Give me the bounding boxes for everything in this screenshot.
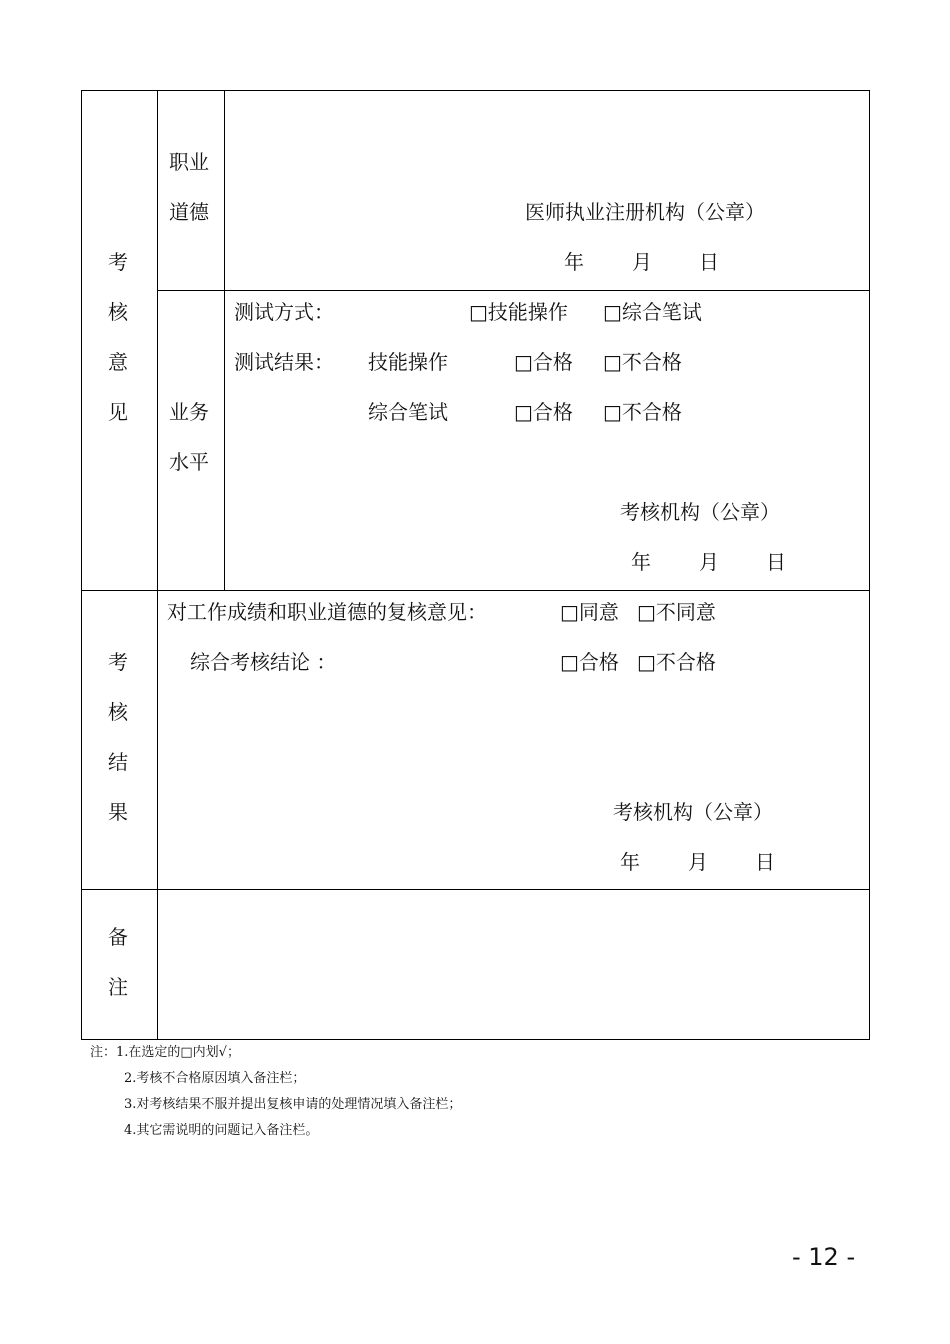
border-left <box>81 90 82 1040</box>
skill-date-year: 年 <box>631 550 651 574</box>
review-agree-checkbox[interactable]: □同意 <box>560 600 619 624</box>
result-date-day: 日 <box>755 850 775 874</box>
footnote-item: 3.对考核结果不服并提出复核申请的处理情况填入备注栏； <box>124 1097 462 1112</box>
ethics-date-month: 月 <box>632 250 652 274</box>
remarks-label-char: 注 <box>108 975 128 999</box>
border-opinion-result <box>81 590 870 591</box>
review-disagree-checkbox[interactable]: □不同意 <box>637 600 716 624</box>
result-row-name: 技能操作 <box>368 350 448 374</box>
skill-date-month: 月 <box>699 550 719 574</box>
result-label-char: 考 <box>108 650 128 674</box>
skill-org-seal: 考核机构（公章） <box>620 500 780 524</box>
opinion-label-char: 核 <box>108 300 128 324</box>
conclusion-label: 综合考核结论 ： <box>190 650 337 674</box>
remarks-field[interactable] <box>158 890 869 1039</box>
result-label-char: 核 <box>108 700 128 724</box>
border-bottom <box>81 1039 870 1040</box>
border-top <box>81 90 870 91</box>
method-option-written-checkbox[interactable]: □综合笔试 <box>603 300 702 324</box>
skill-date-day: 日 <box>766 550 786 574</box>
skill-label-line: 业务 <box>169 400 209 424</box>
opinion-label-char: 意 <box>108 350 128 374</box>
border-right <box>869 90 870 1040</box>
opinion-label-char: 见 <box>108 400 128 424</box>
remarks-label-char: 备 <box>108 925 128 949</box>
method-option-skill-checkbox[interactable]: □技能操作 <box>469 300 568 324</box>
ethics-date-day: 日 <box>699 250 719 274</box>
result-fail-checkbox[interactable]: □不合格 <box>603 400 682 424</box>
border-ethics-skill <box>224 290 870 291</box>
footnote-item: 注：1.在选定的□内划√； <box>90 1045 240 1060</box>
conclusion-pass-checkbox[interactable]: □合格 <box>560 650 619 674</box>
ethics-org-seal: 医师执业注册机构（公章） <box>525 200 765 224</box>
page-number: - 12 - <box>792 1243 856 1271</box>
result-date-month: 月 <box>688 850 708 874</box>
result-row-name: 综合笔试 <box>368 400 448 424</box>
result-pass-checkbox[interactable]: □合格 <box>514 400 573 424</box>
border-ethics-skill-label <box>157 290 224 291</box>
footnote-item: 4.其它需说明的问题记入备注栏。 <box>124 1123 319 1138</box>
skill-label-line: 水平 <box>169 450 209 474</box>
test-method-label: 测试方式： <box>234 300 334 324</box>
opinion-label-char: 考 <box>108 250 128 274</box>
result-label-char: 果 <box>108 800 128 824</box>
result-pass-checkbox[interactable]: □合格 <box>514 350 573 374</box>
result-org-seal: 考核机构（公章） <box>613 800 773 824</box>
result-label-char: 结 <box>108 750 128 774</box>
ethics-label-line: 道德 <box>169 200 209 224</box>
border-sublabel-col <box>224 90 225 590</box>
ethics-label-line: 职业 <box>169 150 209 174</box>
result-date-year: 年 <box>620 850 640 874</box>
ethics-date-year: 年 <box>564 250 584 274</box>
result-fail-checkbox[interactable]: □不合格 <box>603 350 682 374</box>
review-label: 对工作成绩和职业道德的复核意见： <box>167 600 487 624</box>
test-result-label: 测试结果： <box>234 350 334 374</box>
conclusion-fail-checkbox[interactable]: □不合格 <box>637 650 716 674</box>
footnote-item: 2.考核不合格原因填入备注栏； <box>124 1071 306 1086</box>
